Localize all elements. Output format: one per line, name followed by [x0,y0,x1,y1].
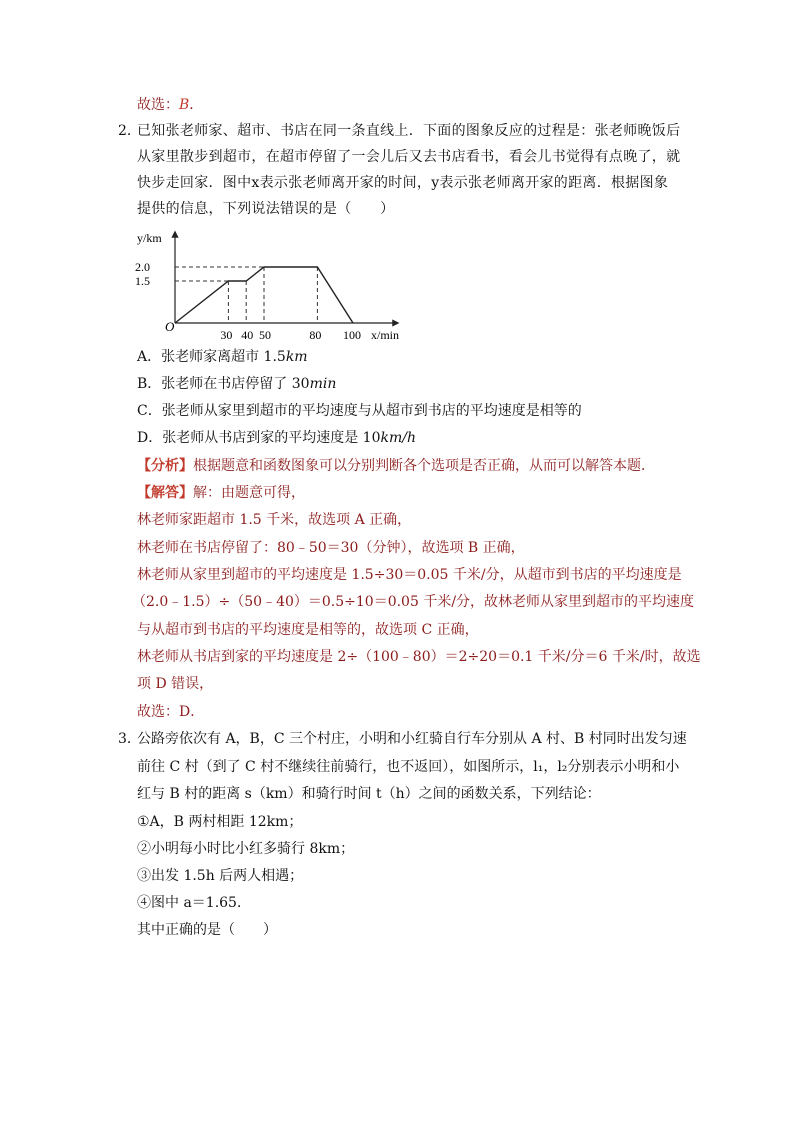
q1-choose [137,95,203,115]
q3-stem-b: 前往 C 村（到了 C 村不继续往前骑行，也不返回），如图所示，l₁，l₂分别表示小明和小 [137,759,680,775]
solution-line-4b: 项 D 错误， [137,676,214,692]
solution-line-3c: 与从超市到书店的平均速度是相等的，故选项 C 正确， [137,622,479,638]
q3-number: 3． [118,731,141,747]
y-tick-label: 1.5 [135,274,150,288]
q2-option-a [137,347,308,367]
q2-choose: 故选：D． [137,704,205,720]
analysis-tag: 【分析】 [137,458,193,474]
x-axis-label: x/min [371,328,400,342]
q1-choose-label: 故选： [137,97,179,113]
x-tick-label: 80 [309,328,322,342]
y-axis-label: y/km [137,231,162,245]
q2-option-c [137,401,582,421]
q2-option-a-unit: km [285,349,308,365]
q3-ask: 其中正确的是（ ） [137,922,277,938]
q1-end: ． [189,97,204,113]
q3-conclusion-3: ③出发 1.5h 后两人相遇； [137,868,304,884]
x-tick-label: 30 [220,328,233,342]
q3-conclusion-1: ①A，B 两村相距 12km； [137,814,303,830]
q3-conclusion-2: ②小明每小时比小红多骑行 8km； [137,841,355,857]
q2-stem: 已知张老师家、超市、书店在同一条直线上．下面的图象反应的过程是：张老师晚饭后从家里散步到超市，在超市停留了一会儿后又去书店看书，看会儿书觉得有点晚了，就快步走回家．图中x表示张老师离开家的时间，y表示张老师离开家的距离．根据图象提供的信息，下列说法错误的是（ ） [137,123,681,217]
solution-line-1: 林老师家距超市 1.5 千米，故选项 A 正确， [137,512,412,528]
q2-chart [133,226,423,346]
solution-line-2: 林老师在书店停留了：80﹣50＝30（分钟），故选项 B 正确， [137,540,525,556]
origin-label: O [165,319,175,334]
analysis-text: 根据题意和函数图象可以分别判断各个选项是否正确，从而可以解答本题． [193,458,655,474]
solution-line-3b: （2.0﹣1.5）÷（50﹣40）＝0.5÷10＝0.05 千米/分，故林老师从家里到超市的平均速度 [132,594,695,610]
x-tick-label: 50 [259,328,271,342]
q2-option-a-text: A．张老师家离超市 1.5 [137,349,286,365]
x-tick-label: 40 [241,328,254,342]
q2-solution [137,483,305,503]
q2-option-b-text: B．张老师在书店停留了 30 [137,376,310,392]
q2-option-d [137,428,416,448]
q3-stem-c: 红与 B 村的距离 s（km）和骑行时间 t（h）之间的函数关系，下列结论： [137,786,601,802]
q2-option-c-text: C．张老师从家里到超市的平均速度与从超市到书店的平均速度是相等的 [137,403,582,419]
q3-stem-a: 公路旁依次有 A，B，C 三个村庄，小明和小红骑自行车分别从 A 村、B 村同时出发匀速 [137,731,687,747]
solution-line-4a: 林老师从书店到家的平均速度是 2÷（100﹣80）＝2÷20＝0.1 千米/分＝6 千米/时，故选 [137,649,701,665]
q2-number: 2． [118,123,141,139]
y-tick-label: 2.0 [135,260,150,274]
q2-option-b-unit: min [309,376,337,392]
q3-conclusion-4: ④图中 a＝1.65． [137,895,251,911]
solution-tag: 【解答】 [137,485,193,501]
x-tick-label: 100 [343,328,361,342]
q2-option-d-text: D．张老师从书店到家的平均速度是 10 [137,430,381,446]
solution-intro: 解：由题意可得， [193,485,305,501]
q2-option-b [137,374,336,394]
q2-analysis [137,456,655,476]
q2-option-d-unit: km/h [380,430,416,446]
solution-line-3a: 林老师从家里到超市的平均速度是 1.5÷30＝0.05 千米/分，从超市到书店的平均速度是 [137,567,682,583]
q1-answer: B [179,97,190,113]
